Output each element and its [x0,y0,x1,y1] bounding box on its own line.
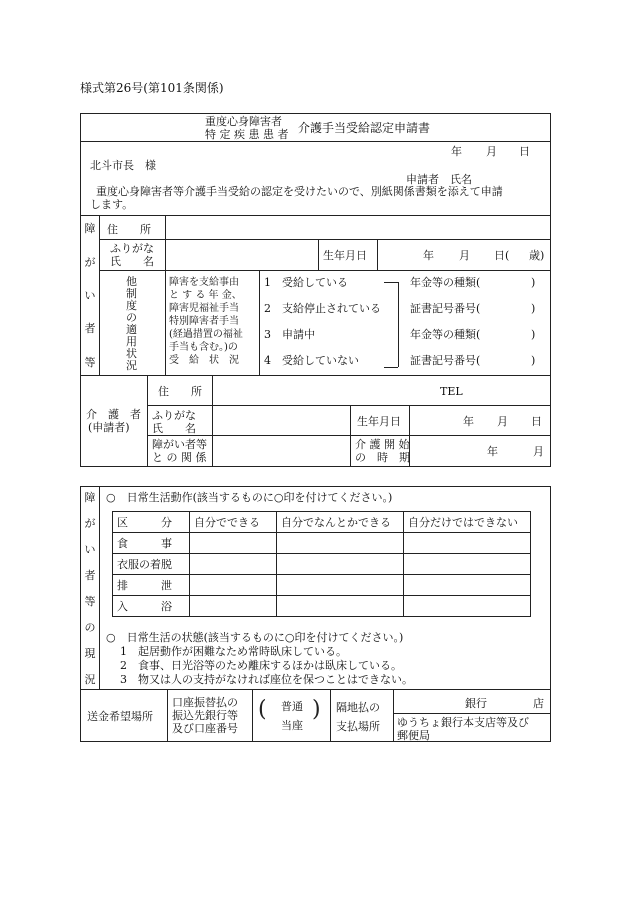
remote-pay-label-line: 支払場所 [336,720,380,733]
other-system-char: の [126,311,137,324]
pension-desc-line: 受 給 状 況 [169,355,239,366]
form-id: 様式第26号(第101条関係) [80,81,224,95]
cell-cannot[interactable] [404,554,531,575]
post-office-label-line: ゆうちょ銀行本支店等及び [397,716,529,729]
close-paren: ) [531,328,536,341]
other-system-char: 状 [126,347,137,360]
table-row [113,575,531,596]
cell-cannot[interactable] [404,533,531,554]
caregiver-label: 介 護 者 [86,408,141,421]
birth-month: 月 [459,249,470,262]
remit-label: 送金希望場所 [87,710,153,723]
cell-can[interactable] [190,596,277,617]
side-char: 況 [84,673,96,686]
row-label: 入 浴 [113,596,190,617]
other-system-char: 況 [126,359,137,372]
disabled-address-field[interactable] [168,218,548,236]
other-system-char: 用 [126,335,137,348]
name-label: 氏 名 [110,255,154,268]
side-char: が [84,517,96,530]
caregiver-address-field[interactable] [215,378,435,398]
cell-can[interactable] [190,575,277,596]
cell-somehow[interactable] [277,596,404,617]
other-system-char: 制 [126,287,137,300]
side-char: 等 [84,595,96,608]
statement-line1: 重度心身障害者等介護手当受給の認定を受けたいので、別紙関係書類を添えて申請 [96,185,503,198]
side-char: の [84,621,96,634]
transfer-label-line: 及び口座番号 [172,722,238,735]
title-line1: 重度心身障害者 [205,115,282,128]
cell-somehow[interactable] [277,533,404,554]
pension-desc-line: と す る 年 金、 [169,290,242,301]
table-row [113,596,531,617]
bank-label: 銀行 [465,697,487,710]
state-item-1[interactable]: 1 起居動作が困難なため常時臥床している。 [120,645,347,658]
date-month: 月 [486,145,497,158]
pension-type-label: 年金等の種類( [410,276,481,289]
disabled-name-field[interactable] [168,242,316,267]
tel-label: TEL [440,385,463,398]
daily-activity-table [112,511,531,617]
relation-label-bottom: と の 関 係 [152,451,207,464]
status-option-4[interactable]: 4 受給していない [264,354,359,367]
other-system-char: 度 [126,299,137,312]
cell-cannot[interactable] [404,575,531,596]
account-type-ordinary[interactable]: 普通 [281,700,303,713]
side-char: い [84,543,96,556]
side-char: 障 [84,491,96,504]
title-line2: 特 定 疾 患 患 者 [205,128,289,141]
status-option-2[interactable]: 2 支給停止されている [264,302,381,315]
date-day: 日 [519,145,530,158]
relation-label-top: 障がい者等 [152,438,207,451]
post-office-label-line: 郵便局 [397,729,430,742]
caregiver-birth-label: 生年月日 [357,415,401,428]
branch-label: 店 [533,697,544,710]
close-paren: ) [531,276,536,289]
side-char: 者 [84,569,96,582]
other-system-char: 他 [126,275,137,288]
transfer-label-line: 口座振替払の [172,696,238,709]
side-char: い [84,289,96,302]
table-header-row [113,512,531,533]
birth-age: 歳) [529,249,545,262]
caregiver-furigana-label: ふりがな [152,409,196,422]
pension-desc-line: 特別障害者手当 [169,316,239,327]
date-year: 年 [451,145,462,158]
side-char: 障 [84,222,96,235]
row-label: 衣服の着脱 [113,554,190,575]
cell-somehow[interactable] [277,554,404,575]
daily-state-heading: ○ 日常生活の状態(該当するものに○印を付けてください。) [106,631,404,644]
birth-day: 日( [494,249,510,262]
row-label: 食 事 [113,533,190,554]
cell-can[interactable] [190,554,277,575]
col-header: 自分でできる [190,512,277,533]
status-option-1[interactable]: 1 受給している [264,276,348,289]
caregiver-name-field[interactable] [215,408,347,432]
close-paren: ) [531,354,536,367]
addressee: 北斗市長 様 [90,159,156,172]
cert-no-label: 証書記号番号( [410,302,481,315]
caregiver-sublabel: (申請者) [88,421,130,434]
status-option-3[interactable]: 3 申請中 [264,328,315,341]
side-char: 者 [84,322,96,335]
account-type-current[interactable]: 当座 [281,719,303,732]
furigana-label: ふりがな [110,242,154,255]
care-start-label-bottom: の 時 期 [355,451,410,464]
col-header: 自分だけではできない [404,512,531,533]
caregiver-address-label: 住 所 [158,385,202,398]
caregiver-name-label: 氏 名 [152,422,196,435]
care-start-label-top: 介 護 開 始 [355,438,410,451]
statement-line2: します。 [90,198,134,211]
remote-pay-label-line: 隔地払の [336,701,380,714]
applicant-name-label: 申請者 氏名 [406,173,472,186]
pension-desc-line: 手当も含む。)の [169,342,238,353]
row-label: 排 泄 [113,575,190,596]
care-start-month: 月 [533,445,544,458]
pension-desc-line: (経過措置の福祉 [169,329,243,340]
transfer-label-line: 振込先銀行等 [172,709,238,722]
pension-desc-line: 障害児福祉手当 [169,303,239,314]
caregiver-birth-month: 月 [497,415,508,428]
state-item-2[interactable]: 2 食事、日光浴等のため離床するほかは臥床している。 [120,659,402,672]
table-row [113,533,531,554]
pension-type-label: 年金等の種類( [410,328,481,341]
birth-year: 年 [423,249,434,262]
other-system-char: 適 [126,323,137,336]
form-title: 介護手当受給認定申請書 [298,121,431,135]
close-paren: ) [531,302,536,315]
relation-field[interactable] [215,438,347,464]
cell-somehow[interactable] [277,575,404,596]
pension-desc-line: 障害を支給事由 [169,277,239,288]
state-item-3[interactable]: 3 物又は人の支持がなければ座位を保つことはできない。 [120,673,413,686]
side-char: 等 [84,356,96,369]
cell-can[interactable] [190,533,277,554]
side-char: 現 [84,647,96,660]
col-header: 区 分 [113,512,190,533]
cert-no-label: 証書記号番号( [410,354,481,367]
care-start-year: 年 [487,445,498,458]
caregiver-birth-day: 日 [531,415,542,428]
col-header: 自分でなんとかできる [277,512,404,533]
side-char: が [84,256,96,269]
birth-label: 生年月日 [323,249,367,262]
disabled-address-label: 住 所 [107,223,151,236]
cell-cannot[interactable] [404,596,531,617]
caregiver-birth-year: 年 [463,415,474,428]
table-row [113,554,531,575]
daily-activity-heading: ○ 日常生活動作(該当するものに○印を付けてください。) [106,491,393,504]
